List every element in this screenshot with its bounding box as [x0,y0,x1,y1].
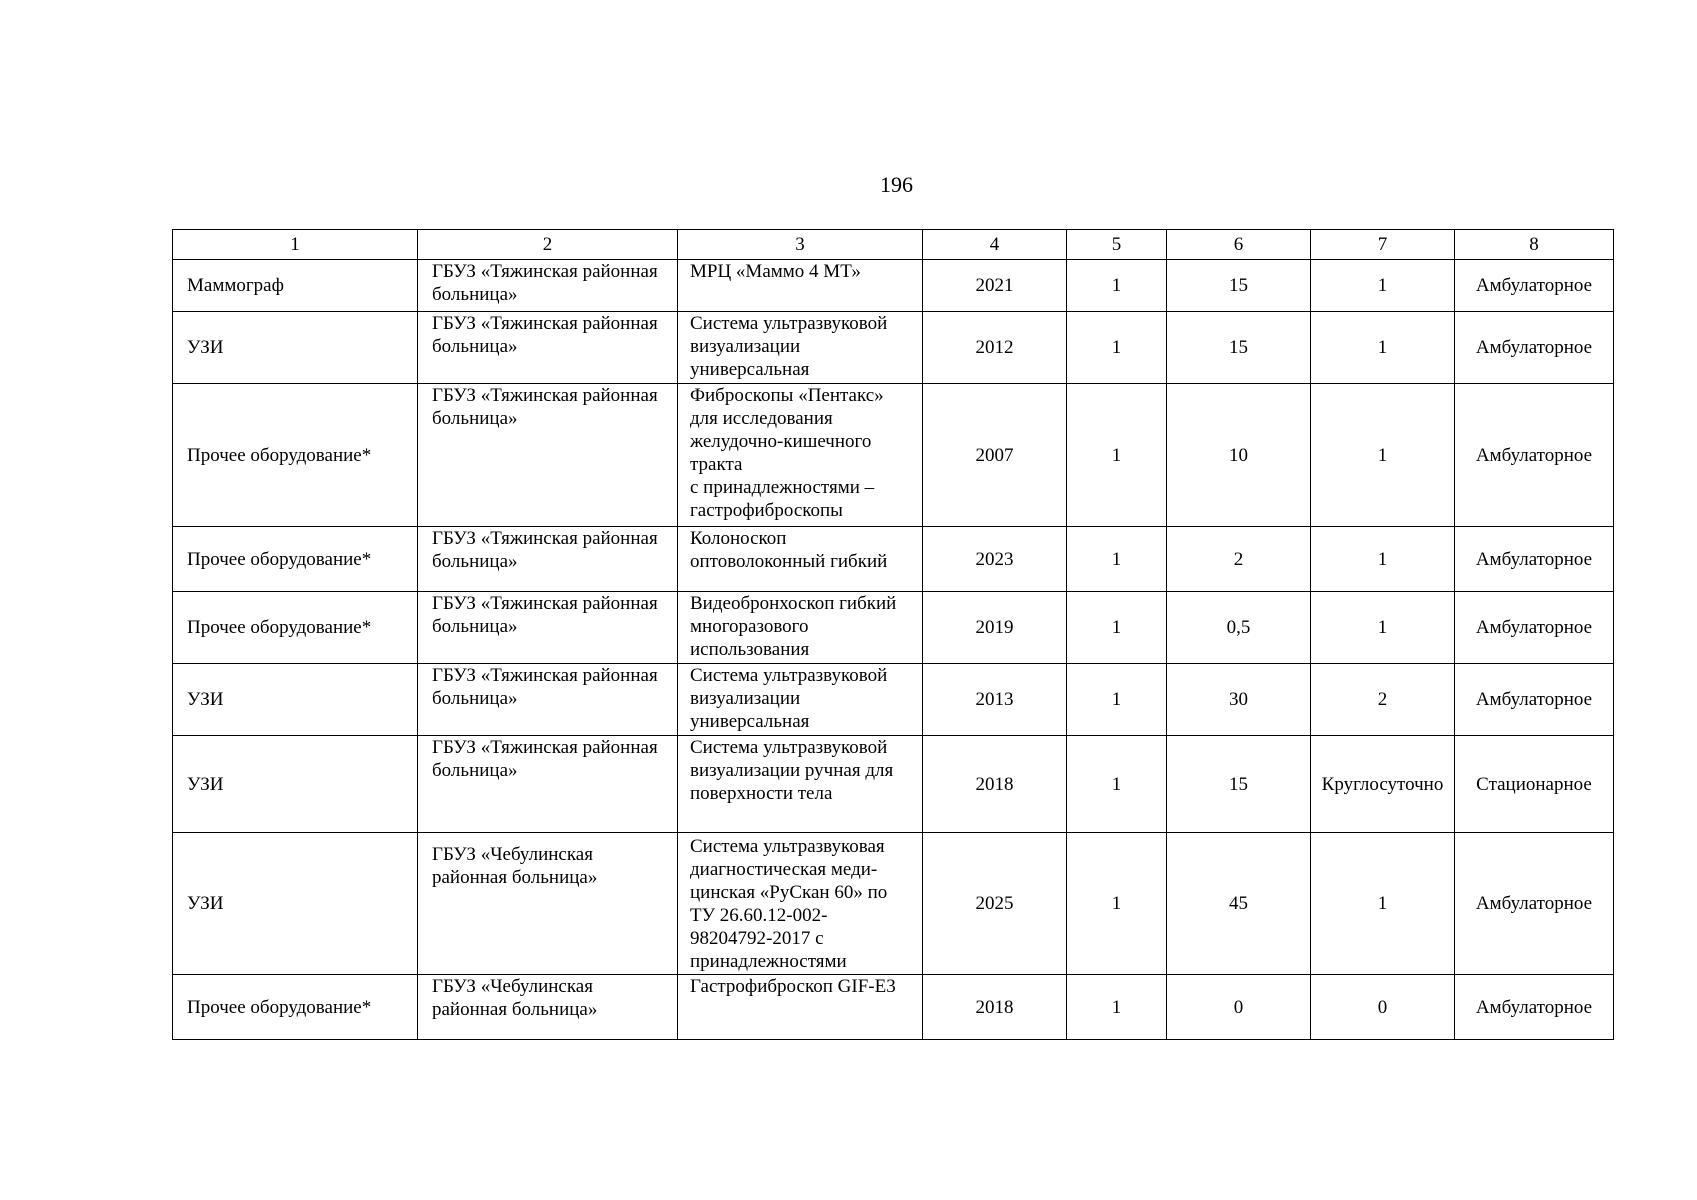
quantity-cell: 1 [1067,527,1167,592]
equipment-table [172,229,1614,1040]
table-row [173,975,1614,1040]
care-type-cell: Амбулаторное [1455,833,1614,975]
year-cell: 2018 [923,975,1067,1040]
value-cell: 15 [1167,260,1311,312]
care-type-cell: Амбулаторное [1455,260,1614,312]
table-row [173,833,1614,975]
year-cell: 2019 [923,592,1067,664]
equipment-type-cell: Прочее оборудование* [173,592,418,664]
year-cell: 2021 [923,260,1067,312]
quantity-cell: 1 [1067,664,1167,736]
column-header: 7 [1311,230,1455,260]
institution-cell: ГБУЗ «Чебулинская районная больница» [418,833,678,975]
quantity-cell: 1 [1067,833,1167,975]
year-cell: 2018 [923,736,1067,833]
column-header: 4 [923,230,1067,260]
value-cell: 15 [1167,736,1311,833]
column-header: 6 [1167,230,1311,260]
column-header: 2 [418,230,678,260]
institution-cell: ГБУЗ «Тяжинская районная больница» [418,592,678,664]
quantity-cell: 1 [1067,260,1167,312]
institution-cell: ГБУЗ «Тяжинская районная больница» [418,312,678,384]
value-cell: 2 [1167,527,1311,592]
institution-cell: ГБУЗ «Чебулинская районная больница» [418,975,678,1040]
care-type-cell: Амбулаторное [1455,975,1614,1040]
shift-cell: 1 [1311,833,1455,975]
table-row [173,592,1614,664]
column-header: 3 [678,230,923,260]
column-header: 5 [1067,230,1167,260]
institution-cell: ГБУЗ «Тяжинская районная больница» [418,260,678,312]
institution-cell: ГБУЗ «Тяжинская районная больница» [418,384,678,527]
quantity-cell: 1 [1067,312,1167,384]
value-cell: 10 [1167,384,1311,527]
shift-cell: 1 [1311,527,1455,592]
value-cell: 0,5 [1167,592,1311,664]
table-row [173,664,1614,736]
value-cell: 15 [1167,312,1311,384]
model-cell: Система ультразвуковой визуализации универсальная [678,312,923,384]
quantity-cell: 1 [1067,975,1167,1040]
model-cell: Система ультразвуковая диагностическая меди- цинская «РуСкан 60» по ТУ 26.60.12-002- 98204792-2017 с принадлежностями [678,833,923,975]
equipment-type-cell: Прочее оборудование* [173,527,418,592]
shift-cell: 1 [1311,312,1455,384]
value-cell: 0 [1167,975,1311,1040]
equipment-type-cell: Прочее оборудование* [173,384,418,527]
column-header: 1 [173,230,418,260]
quantity-cell: 1 [1067,736,1167,833]
equipment-type-cell: УЗИ [173,736,418,833]
model-cell: Система ультразвуковой визуализации универсальная [678,664,923,736]
year-cell: 2025 [923,833,1067,975]
equipment-type-cell: УЗИ [173,312,418,384]
table-row [173,312,1614,384]
equipment-type-cell: УЗИ [173,664,418,736]
model-cell: Гастрофиброскоп GIF-E3 [678,975,923,1040]
equipment-type-cell: Маммограф [173,260,418,312]
institution-cell: ГБУЗ «Тяжинская районная больница» [418,664,678,736]
table-row [173,736,1614,833]
care-type-cell: Амбулаторное [1455,664,1614,736]
model-cell: Фиброскопы «Пентакс» для исследования желудочно-кишечного тракта с принадлежностями – гастрофиброскопы [678,384,923,527]
shift-cell: 2 [1311,664,1455,736]
table-row [173,384,1614,527]
year-cell: 2012 [923,312,1067,384]
table-header-row [173,230,1614,260]
care-type-cell: Амбулаторное [1455,592,1614,664]
table-row [173,260,1614,312]
care-type-cell: Амбулаторное [1455,527,1614,592]
year-cell: 2007 [923,384,1067,527]
quantity-cell: 1 [1067,384,1167,527]
year-cell: 2023 [923,527,1067,592]
care-type-cell: Стационарное [1455,736,1614,833]
shift-cell: Круглосуточно [1311,736,1455,833]
value-cell: 45 [1167,833,1311,975]
care-type-cell: Амбулаторное [1455,312,1614,384]
page-number: 196 [880,172,913,197]
model-cell: Система ультразвуковой визуализации ручная для поверхности тела [678,736,923,833]
institution-cell: ГБУЗ «Тяжинская районная больница» [418,736,678,833]
model-cell: Колоноскоп оптоволоконный гибкий [678,527,923,592]
equipment-type-cell: УЗИ [173,833,418,975]
equipment-type-cell: Прочее оборудование* [173,975,418,1040]
value-cell: 30 [1167,664,1311,736]
table-row [173,527,1614,592]
shift-cell: 0 [1311,975,1455,1040]
shift-cell: 1 [1311,592,1455,664]
column-header: 8 [1455,230,1614,260]
year-cell: 2013 [923,664,1067,736]
model-cell: Видеобронхоскоп гибкий многоразового использования [678,592,923,664]
shift-cell: 1 [1311,260,1455,312]
quantity-cell: 1 [1067,592,1167,664]
care-type-cell: Амбулаторное [1455,384,1614,527]
institution-cell: ГБУЗ «Тяжинская районная больница» [418,527,678,592]
shift-cell: 1 [1311,384,1455,527]
model-cell: МРЦ «Маммо 4 МТ» [678,260,923,312]
